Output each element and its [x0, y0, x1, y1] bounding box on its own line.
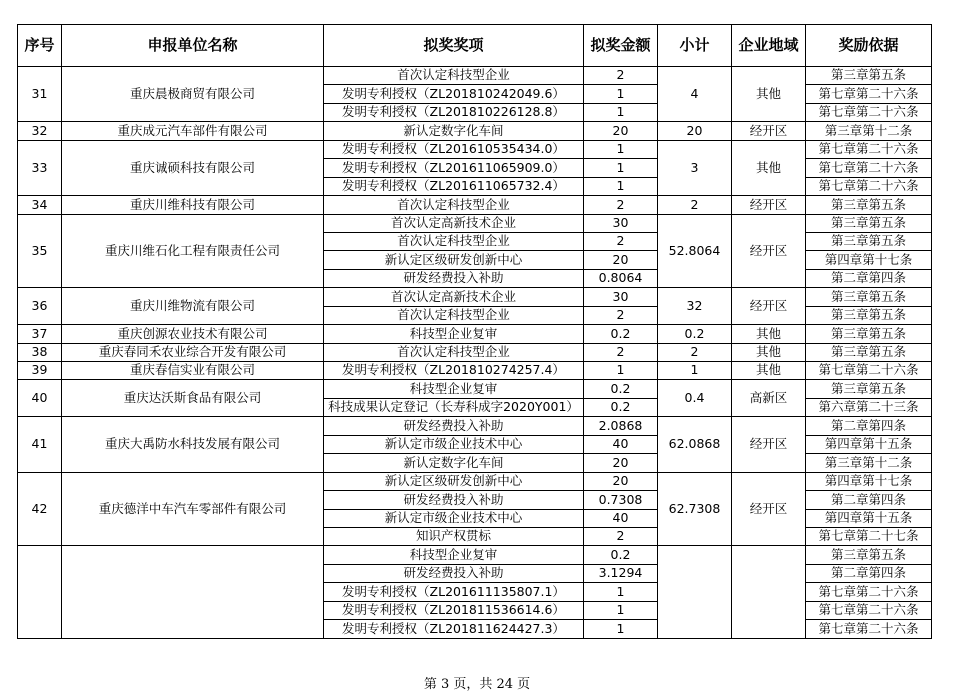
award-amount: 2 [584, 306, 658, 324]
award-item: 首次认定科技型企业 [324, 232, 584, 250]
award-item: 发明专利授权（ZL201810226128.8） [324, 103, 584, 121]
basis-cell: 第三章第五条 [806, 214, 932, 232]
table-row [18, 472, 932, 490]
award-item: 知识产权贯标 [324, 527, 584, 545]
award-item: 科技型企业复审 [324, 546, 584, 564]
award-amount: 1 [584, 362, 658, 380]
company-name [62, 546, 324, 638]
subtotal-cell: 2 [658, 196, 732, 214]
company-name: 重庆成元汽车部件有限公司 [62, 122, 324, 140]
seq-cell: 42 [18, 472, 62, 546]
basis-cell: 第三章第五条 [806, 232, 932, 250]
basis-cell: 第七章第二十六条 [806, 362, 932, 380]
basis-cell: 第二章第四条 [806, 417, 932, 435]
award-item: 研发经费投入补助 [324, 491, 584, 509]
seq-cell: 38 [18, 343, 62, 361]
award-amount: 20 [584, 122, 658, 140]
basis-cell: 第三章第五条 [806, 196, 932, 214]
basis-cell: 第三章第五条 [806, 325, 932, 343]
region-cell: 经开区 [732, 288, 806, 325]
basis-cell: 第二章第四条 [806, 269, 932, 287]
award-amount: 3.1294 [584, 564, 658, 582]
company-name: 重庆川维石化工程有限责任公司 [62, 214, 324, 288]
table-row [18, 417, 932, 435]
award-item: 科技型企业复审 [324, 380, 584, 398]
seq-cell: 35 [18, 214, 62, 288]
region-cell: 其他 [732, 343, 806, 361]
company-name: 重庆德洋中车汽车零部件有限公司 [62, 472, 324, 546]
award-amount: 0.2 [584, 325, 658, 343]
award-item: 首次认定科技型企业 [324, 67, 584, 85]
award-amount: 30 [584, 288, 658, 306]
page-footer: 第 3 页，共 24 页 [423, 677, 531, 692]
subtotal-cell: 0.4 [658, 380, 732, 417]
header-award: 拟奖奖项 [324, 25, 584, 67]
table-body [18, 67, 932, 639]
award-amount: 1 [584, 159, 658, 177]
basis-cell: 第四章第十七条 [806, 251, 932, 269]
basis-cell: 第七章第二十六条 [806, 620, 932, 638]
subtotal-cell: 2 [658, 343, 732, 361]
subtotal-cell [658, 546, 732, 638]
company-name: 重庆春同禾农业综合开发有限公司 [62, 343, 324, 361]
basis-cell: 第二章第四条 [806, 564, 932, 582]
basis-cell: 第四章第十五条 [806, 435, 932, 453]
seq-cell: 34 [18, 196, 62, 214]
seq-cell: 36 [18, 288, 62, 325]
table-row [18, 288, 932, 306]
company-name: 重庆川维物流有限公司 [62, 288, 324, 325]
award-amount: 0.2 [584, 398, 658, 416]
region-cell [732, 546, 806, 638]
award-item: 科技型企业复审 [324, 325, 584, 343]
company-name: 重庆创源农业技术有限公司 [62, 325, 324, 343]
basis-cell: 第七章第二十六条 [806, 159, 932, 177]
award-amount: 1 [584, 620, 658, 638]
basis-cell: 第三章第五条 [806, 306, 932, 324]
region-cell: 经开区 [732, 214, 806, 288]
basis-cell: 第四章第十五条 [806, 509, 932, 527]
award-amount: 1 [584, 103, 658, 121]
table-row [18, 140, 932, 158]
region-cell: 经开区 [732, 472, 806, 546]
basis-cell: 第三章第五条 [806, 67, 932, 85]
table-row [18, 325, 932, 343]
award-amount: 2 [584, 232, 658, 250]
award-item: 新认定区级研发创新中心 [324, 472, 584, 490]
subtotal-cell: 20 [658, 122, 732, 140]
company-name: 重庆春信实业有限公司 [62, 362, 324, 380]
award-amount: 0.8064 [584, 269, 658, 287]
seq-cell: 41 [18, 417, 62, 472]
award-amount: 1 [584, 601, 658, 619]
award-item: 研发经费投入补助 [324, 417, 584, 435]
basis-cell: 第七章第二十六条 [806, 103, 932, 121]
company-name: 重庆川维科技有限公司 [62, 196, 324, 214]
region-cell: 经开区 [732, 122, 806, 140]
basis-cell: 第三章第五条 [806, 343, 932, 361]
award-amount: 20 [584, 454, 658, 472]
subtotal-cell: 4 [658, 67, 732, 122]
region-cell: 其他 [732, 67, 806, 122]
award-item: 新认定区级研发创新中心 [324, 251, 584, 269]
basis-cell: 第六章第二十三条 [806, 398, 932, 416]
basis-cell: 第三章第五条 [806, 546, 932, 564]
header-subtotal: 小计 [658, 25, 732, 67]
seq-cell: 39 [18, 362, 62, 380]
basis-cell: 第三章第十二条 [806, 454, 932, 472]
award-amount: 20 [584, 472, 658, 490]
award-item: 发明专利授权（ZL201810242049.6） [324, 85, 584, 103]
header-seq: 序号 [18, 25, 62, 67]
table-row [18, 380, 932, 398]
award-item: 发明专利授权（ZL201611065732.4） [324, 177, 584, 195]
region-cell: 其他 [732, 140, 806, 195]
seq-cell: 37 [18, 325, 62, 343]
header-basis: 奖励依据 [806, 25, 932, 67]
award-amount: 1 [584, 583, 658, 601]
header-company: 申报单位名称 [62, 25, 324, 67]
subtotal-cell: 62.0868 [658, 417, 732, 472]
basis-cell: 第七章第二十六条 [806, 177, 932, 195]
company-name: 重庆诚硕科技有限公司 [62, 140, 324, 195]
award-item: 首次认定科技型企业 [324, 343, 584, 361]
table-row [18, 362, 932, 380]
award-item: 研发经费投入补助 [324, 564, 584, 582]
award-amount: 2 [584, 527, 658, 545]
award-item: 新认定数字化车间 [324, 122, 584, 140]
subtotal-cell: 3 [658, 140, 732, 195]
subtotal-cell: 1 [658, 362, 732, 380]
award-item: 新认定市级企业技术中心 [324, 435, 584, 453]
subtotal-cell: 52.8064 [658, 214, 732, 288]
region-cell: 经开区 [732, 417, 806, 472]
header-amount: 拟奖金额 [584, 25, 658, 67]
header-row [18, 25, 932, 67]
basis-cell: 第三章第五条 [806, 288, 932, 306]
subtotal-cell: 32 [658, 288, 732, 325]
award-item: 新认定数字化车间 [324, 454, 584, 472]
company-name: 重庆大禹防水科技发展有限公司 [62, 417, 324, 472]
seq-cell: 33 [18, 140, 62, 195]
award-item: 科技成果认定登记（长寿科成字2020Y001） [324, 398, 584, 416]
seq-cell: 31 [18, 67, 62, 122]
award-amount: 2.0868 [584, 417, 658, 435]
seq-cell: 32 [18, 122, 62, 140]
award-amount: 30 [584, 214, 658, 232]
award-item: 首次认定科技型企业 [324, 306, 584, 324]
header-region: 企业地域 [732, 25, 806, 67]
award-amount: 1 [584, 177, 658, 195]
award-item: 首次认定高新技术企业 [324, 288, 584, 306]
basis-cell: 第七章第二十六条 [806, 140, 932, 158]
award-amount: 40 [584, 435, 658, 453]
basis-cell: 第七章第二十七条 [806, 527, 932, 545]
award-amount: 1 [584, 85, 658, 103]
award-amount: 1 [584, 140, 658, 158]
award-item: 发明专利授权（ZL201810274257.4） [324, 362, 584, 380]
seq-cell: 40 [18, 380, 62, 417]
award-amount: 40 [584, 509, 658, 527]
table-row [18, 546, 932, 564]
subtotal-cell: 0.2 [658, 325, 732, 343]
award-item: 发明专利授权（ZL201811536614.6） [324, 601, 584, 619]
basis-cell: 第三章第十二条 [806, 122, 932, 140]
basis-cell: 第三章第五条 [806, 380, 932, 398]
subtotal-cell: 62.7308 [658, 472, 732, 546]
award-item: 研发经费投入补助 [324, 269, 584, 287]
table-row [18, 343, 932, 361]
award-amount: 0.2 [584, 546, 658, 564]
table-row [18, 122, 932, 140]
award-amount: 2 [584, 196, 658, 214]
company-name: 重庆晨极商贸有限公司 [62, 67, 324, 122]
award-amount: 20 [584, 251, 658, 269]
seq-cell [18, 546, 62, 638]
table-row [18, 67, 932, 85]
region-cell: 其他 [732, 325, 806, 343]
basis-cell: 第四章第十七条 [806, 472, 932, 490]
table-row [18, 196, 932, 214]
award-amount: 2 [584, 67, 658, 85]
award-item: 新认定市级企业技术中心 [324, 509, 584, 527]
award-amount: 0.7308 [584, 491, 658, 509]
award-item: 发明专利授权（ZL201811624427.3） [324, 620, 584, 638]
award-item: 发明专利授权（ZL201611135807.1） [324, 583, 584, 601]
award-item: 发明专利授权（ZL201610535434.0） [324, 140, 584, 158]
region-cell: 经开区 [732, 196, 806, 214]
award-amount: 2 [584, 343, 658, 361]
basis-cell: 第七章第二十六条 [806, 601, 932, 619]
basis-cell: 第二章第四条 [806, 491, 932, 509]
table-row [18, 214, 932, 232]
award-amount: 0.2 [584, 380, 658, 398]
region-cell: 高新区 [732, 380, 806, 417]
award-table [17, 24, 932, 639]
award-item: 发明专利授权（ZL201611065909.0） [324, 159, 584, 177]
award-item: 首次认定高新技术企业 [324, 214, 584, 232]
basis-cell: 第七章第二十六条 [806, 85, 932, 103]
award-item: 首次认定科技型企业 [324, 196, 584, 214]
basis-cell: 第七章第二十六条 [806, 583, 932, 601]
region-cell: 其他 [732, 362, 806, 380]
company-name: 重庆达沃斯食品有限公司 [62, 380, 324, 417]
